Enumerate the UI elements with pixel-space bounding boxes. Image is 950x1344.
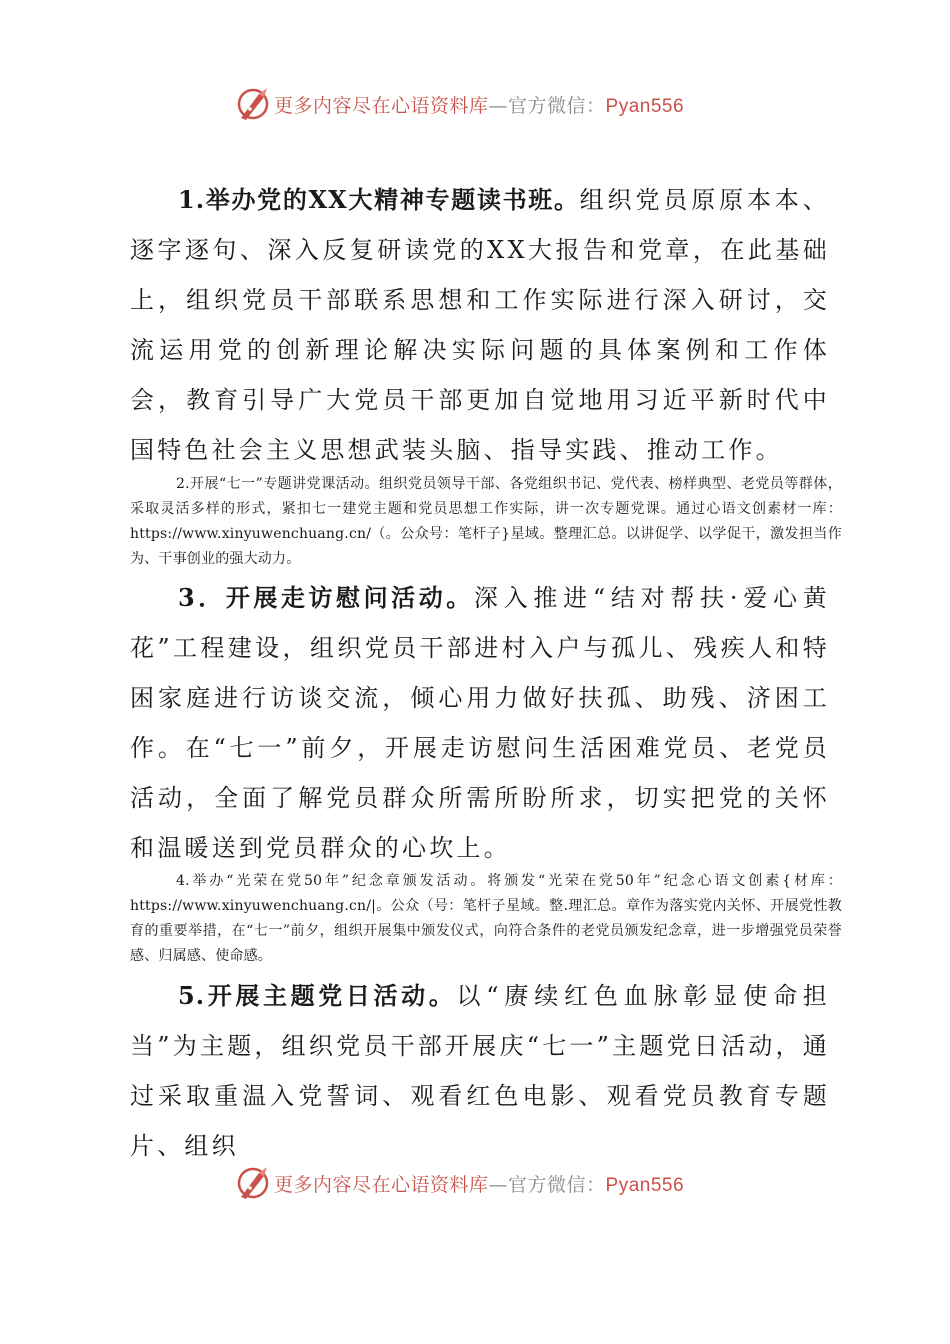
watermark-separator: — [488,1174,509,1196]
quill-pen-logo-icon [233,1163,273,1203]
paragraph-5-number: 5. [178,981,206,1010]
paragraph-1-number: 1. [178,185,206,214]
paragraph-3-heading: 开展走访慰问活动。 [225,583,474,612]
quill-pen-logo-icon [233,84,273,124]
paragraph-1 [130,175,830,475]
watermark-wx-id: Pyan556 [605,96,685,117]
paragraph-5-heading: 开展主题党日活动。 [205,981,457,1010]
paragraph-5 [130,971,830,1171]
watermark-wx-label: 官方微信： [508,1174,606,1196]
watermark-site: 更多内容尽在心语资料库 [274,95,489,117]
paragraph-5-body: 以“赓续红色血脉彰显使命担当”为主题，组织党员干部开展庆“七一”主题党日活动，通过采取重温入党誓词、观看红色电影、观看党员教育专题片、组织 [130,982,831,1160]
watermark-wx-label: 官方微信： [508,95,606,117]
paragraph-3-number: 3． [178,583,226,612]
footer-watermark [0,1163,950,1209]
paragraph-3 [130,573,830,873]
watermark-site: 更多内容尽在心语资料库 [274,1174,489,1196]
paragraph-1-heading: 举办党的XX大精神专题读书班。 [205,185,580,214]
paragraph-4: 4.举办“光荣在党50年”纪念章颁发活动。将颁发“光荣在党50年”纪念心语文创素{材库：https://www.xinyuwenchuang.cn/|。公众（号：笔杆子星域。整.理汇总。章作为落实党内关怀、开展党性教育的重要举措，在“七一”前夕，组织开展集中颁发仪式，向符合条件的老党员颁发纪念章，进一步增强党员荣誉感、归属感、使命感。 [130,873,842,964]
paragraph-3-body: 深入推进“结对帮扶·爱心黄花”工程建设，组织党员干部进村入户与孤儿、残疾人和特困家庭进行访谈交流，倾心用力做好扶孤、助残、济困工作。在“七一”前夕，开展走访慰问生活困难党员、老党员活动，全面了解党员群众所需所盼所求，切实把党的关怀和温暖送到党员群众的心坎上。 [130,584,831,862]
watermark-wx-id: Pyan556 [605,1175,685,1196]
header-watermark [0,84,950,130]
paragraph-1-body: 组织党员原原本本、逐字逐句、深入反复研读党的XX大报告和党章，在此基础上，组织党员干部联系思想和工作实际进行深入研讨，交流运用党的创新理论解决实际问题的具体案例和工作体会，教育引导广大党员干部更加自觉地用习近平新时代中国特色社会主义思想武装头脑、指导实践、推动工作。 [130,186,830,464]
watermark-separator: — [488,95,509,117]
paragraph-2: 2.开展“七一”专题讲党课活动。组织党员领导干部、各党组织书记、党代表、榜样典型、老党员等群体，采取灵活多样的形式，紧扣七一建党主题和党员思想工作实际，讲一次专题党课。通过心语文创素材一库：https://www.xinyuwenchuang.cn/（。公众号：笔杆子}星域。整理汇总。以讲促学、以学促干，激发担当作为、干事创业的强大动力。 [130,476,842,567]
